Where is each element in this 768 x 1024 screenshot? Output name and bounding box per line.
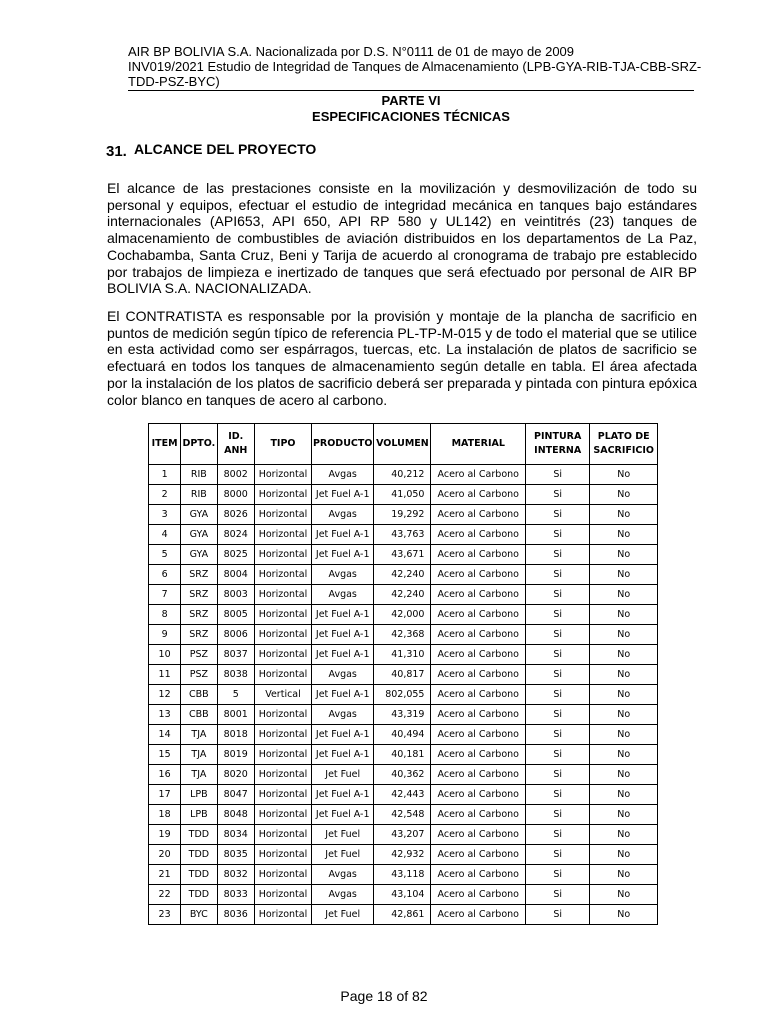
cell-id-anh: 8006: [217, 625, 254, 645]
cell-dpto: SRZ: [181, 625, 217, 645]
cell-plato-sacrificio: No: [590, 685, 658, 705]
cell-producto: Jet Fuel A-1: [312, 785, 374, 805]
cell-plato-sacrificio: No: [590, 805, 658, 825]
cell-material: Acero al Carbono: [431, 665, 526, 685]
cell-item: 10: [149, 645, 181, 665]
cell-tipo: Horizontal: [254, 885, 311, 905]
cell-producto: Avgas: [312, 465, 374, 485]
table-row: [149, 705, 658, 725]
cell-pintura-interna: Si: [526, 545, 590, 565]
cell-volumen: 41,050: [374, 485, 431, 505]
cell-item: 16: [149, 765, 181, 785]
cell-item: 2: [149, 485, 181, 505]
col-header-producto: PRODUCTO: [312, 424, 374, 465]
cell-dpto: TJA: [181, 765, 217, 785]
cell-plato-sacrificio: No: [590, 905, 658, 925]
cell-volumen: 42,932: [374, 845, 431, 865]
cell-producto: Jet Fuel A-1: [312, 625, 374, 645]
cell-producto: Jet Fuel A-1: [312, 745, 374, 765]
cell-id-anh: 8018: [217, 725, 254, 745]
cell-material: Acero al Carbono: [431, 885, 526, 905]
cell-tipo: Vertical: [254, 685, 311, 705]
cell-pintura-interna: Si: [526, 565, 590, 585]
cell-item: 9: [149, 625, 181, 645]
cell-volumen: 42,443: [374, 785, 431, 805]
cell-pintura-interna: Si: [526, 845, 590, 865]
cell-tipo: Horizontal: [254, 705, 311, 725]
cell-plato-sacrificio: No: [590, 885, 658, 905]
cell-producto: Avgas: [312, 565, 374, 585]
cell-id-anh: 8019: [217, 745, 254, 765]
cell-volumen: 40,494: [374, 725, 431, 745]
cell-dpto: PSZ: [181, 665, 217, 685]
page-number: Page 18 of 82: [340, 988, 428, 1004]
cell-pintura-interna: Si: [526, 605, 590, 625]
cell-producto: Avgas: [312, 505, 374, 525]
cell-producto: Jet Fuel A-1: [312, 545, 374, 565]
cell-tipo: Horizontal: [254, 585, 311, 605]
cell-volumen: 42,000: [374, 605, 431, 625]
cell-pintura-interna: Si: [526, 705, 590, 725]
cell-material: Acero al Carbono: [431, 545, 526, 565]
cell-id-anh: 8000: [217, 485, 254, 505]
page-header: [128, 44, 702, 91]
tanks-table: [148, 423, 658, 925]
cell-dpto: TJA: [181, 745, 217, 765]
cell-volumen: 42,240: [374, 585, 431, 605]
cell-plato-sacrificio: No: [590, 605, 658, 625]
cell-material: Acero al Carbono: [431, 565, 526, 585]
table-row: [149, 525, 658, 545]
cell-producto: Jet Fuel A-1: [312, 605, 374, 625]
table-row: [149, 865, 658, 885]
cell-material: Acero al Carbono: [431, 505, 526, 525]
cell-plato-sacrificio: No: [590, 665, 658, 685]
cell-item: 18: [149, 805, 181, 825]
cell-dpto: GYA: [181, 525, 217, 545]
cell-volumen: 40,817: [374, 665, 431, 685]
cell-item: 17: [149, 785, 181, 805]
cell-volumen: 42,548: [374, 805, 431, 825]
cell-item: 13: [149, 705, 181, 725]
cell-dpto: GYA: [181, 545, 217, 565]
cell-dpto: TJA: [181, 725, 217, 745]
cell-pintura-interna: Si: [526, 485, 590, 505]
cell-volumen: 42,368: [374, 625, 431, 645]
cell-tipo: Horizontal: [254, 485, 311, 505]
cell-dpto: RIB: [181, 465, 217, 485]
table-row: [149, 645, 658, 665]
cell-pintura-interna: Si: [526, 465, 590, 485]
cell-tipo: Horizontal: [254, 905, 311, 925]
cell-plato-sacrificio: No: [590, 645, 658, 665]
cell-id-anh: 8020: [217, 765, 254, 785]
cell-dpto: TDD: [181, 885, 217, 905]
paragraph-contractor: El CONTRATISTA es responsable por la provisión y montaje de la plancha de sacrificio en puntos de medición según típico de referencia PL-TP-M-015 y de todo el material que se utilice en esta actividad como ser espárragos, tuercas, etc. La instalación de platos de sacrificio se efectuará en todos los tanques de almacenamiento según detalle en tabla. El área afectada por la instalación de los platos de sacrificio deberá ser preparada y pintada con pintura epóxica color blanco en tanques de acero al carbono.: [107, 308, 697, 408]
cell-tipo: Horizontal: [254, 845, 311, 865]
paragraph-scope: El alcance de las prestaciones consiste en la movilización y desmovilización de todo su personal y equipos, efectuar el estudio de integridad mecánica en tanques bajo estándares internacionales (API653, API 650, API RP 580 y UL142) en veintitrés (23) tanques de almacenamiento de combustibles de aviación distribuidos en los departamentos de La Paz, Cochabamba, Santa Cruz, Beni y Tarija de acuerdo al cronograma de trabajo pre establecido por trabajos de limpieza e inertizado de tanques que será efectuado por personal de AIR BP BOLIVIA S.A. NACIONALIZADA.: [107, 180, 697, 297]
cell-volumen: 43,671: [374, 545, 431, 565]
cell-item: 22: [149, 885, 181, 905]
cell-volumen: 42,861: [374, 905, 431, 925]
cell-producto: Jet Fuel A-1: [312, 685, 374, 705]
cell-plato-sacrificio: No: [590, 525, 658, 545]
cell-pintura-interna: Si: [526, 525, 590, 545]
cell-producto: Avgas: [312, 665, 374, 685]
cell-id-anh: 8002: [217, 465, 254, 485]
cell-dpto: BYC: [181, 905, 217, 925]
cell-material: Acero al Carbono: [431, 485, 526, 505]
table-row: [149, 625, 658, 645]
cell-item: 11: [149, 665, 181, 685]
cell-material: Acero al Carbono: [431, 845, 526, 865]
cell-tipo: Horizontal: [254, 605, 311, 625]
cell-dpto: SRZ: [181, 605, 217, 625]
cell-tipo: Horizontal: [254, 545, 311, 565]
cell-pintura-interna: Si: [526, 745, 590, 765]
cell-material: Acero al Carbono: [431, 865, 526, 885]
col-header-material: MATERIAL: [431, 424, 526, 465]
cell-pintura-interna: Si: [526, 725, 590, 745]
table-row: [149, 885, 658, 905]
cell-pintura-interna: Si: [526, 865, 590, 885]
cell-material: Acero al Carbono: [431, 725, 526, 745]
cell-id-anh: 8003: [217, 585, 254, 605]
cell-dpto: RIB: [181, 485, 217, 505]
cell-item: 3: [149, 505, 181, 525]
cell-dpto: LPB: [181, 805, 217, 825]
cell-producto: Jet Fuel A-1: [312, 725, 374, 745]
table-row: [149, 685, 658, 705]
cell-volumen: 43,319: [374, 705, 431, 725]
cell-volumen: 19,292: [374, 505, 431, 525]
cell-item: 6: [149, 565, 181, 585]
cell-material: Acero al Carbono: [431, 625, 526, 645]
cell-item: 8: [149, 605, 181, 625]
cell-dpto: PSZ: [181, 645, 217, 665]
cell-plato-sacrificio: No: [590, 465, 658, 485]
cell-volumen: 40,362: [374, 765, 431, 785]
cell-pintura-interna: Si: [526, 785, 590, 805]
cell-id-anh: 8036: [217, 905, 254, 925]
cell-producto: Jet Fuel: [312, 825, 374, 845]
section-number: 31.: [106, 143, 127, 160]
cell-material: Acero al Carbono: [431, 465, 526, 485]
cell-dpto: TDD: [181, 865, 217, 885]
cell-tipo: Horizontal: [254, 805, 311, 825]
cell-producto: Avgas: [312, 885, 374, 905]
table-row: [149, 565, 658, 585]
cell-id-anh: 8026: [217, 505, 254, 525]
table-row: [149, 825, 658, 845]
cell-tipo: Horizontal: [254, 645, 311, 665]
table-row: [149, 605, 658, 625]
cell-item: 20: [149, 845, 181, 865]
cell-volumen: 42,240: [374, 565, 431, 585]
cell-tipo: Horizontal: [254, 565, 311, 585]
cell-tipo: Horizontal: [254, 725, 311, 745]
part-subtitle: ESPECIFICACIONES TÉCNICAS: [312, 109, 510, 124]
cell-tipo: Horizontal: [254, 525, 311, 545]
col-header-item: ITEM: [149, 424, 181, 465]
cell-dpto: SRZ: [181, 585, 217, 605]
cell-pintura-interna: Si: [526, 625, 590, 645]
cell-item: 21: [149, 865, 181, 885]
cell-item: 19: [149, 825, 181, 845]
cell-dpto: GYA: [181, 505, 217, 525]
cell-producto: Jet Fuel A-1: [312, 525, 374, 545]
cell-item: 5: [149, 545, 181, 565]
table-row: [149, 505, 658, 525]
cell-plato-sacrificio: No: [590, 625, 658, 645]
cell-material: Acero al Carbono: [431, 645, 526, 665]
cell-plato-sacrificio: No: [590, 505, 658, 525]
cell-material: Acero al Carbono: [431, 805, 526, 825]
cell-dpto: TDD: [181, 845, 217, 865]
cell-producto: Jet Fuel A-1: [312, 645, 374, 665]
cell-plato-sacrificio: No: [590, 585, 658, 605]
table-row: [149, 665, 658, 685]
cell-item: 12: [149, 685, 181, 705]
cell-plato-sacrificio: No: [590, 485, 658, 505]
cell-id-anh: 8005: [217, 605, 254, 625]
cell-tipo: Horizontal: [254, 665, 311, 685]
table-row: [149, 545, 658, 565]
table-row: [149, 785, 658, 805]
cell-tipo: Horizontal: [254, 505, 311, 525]
cell-id-anh: 8001: [217, 705, 254, 725]
cell-material: Acero al Carbono: [431, 785, 526, 805]
cell-producto: Jet Fuel: [312, 845, 374, 865]
cell-pintura-interna: Si: [526, 905, 590, 925]
header-line-2: INV019/2021 Estudio de Integridad de Tanques de Almacenamiento (LPB-GYA-RIB-TJA-CBB-SRZ-: [128, 59, 702, 74]
cell-plato-sacrificio: No: [590, 725, 658, 745]
cell-pintura-interna: Si: [526, 665, 590, 685]
cell-dpto: TDD: [181, 825, 217, 845]
cell-material: Acero al Carbono: [431, 905, 526, 925]
cell-volumen: 40,181: [374, 745, 431, 765]
table-row: [149, 585, 658, 605]
cell-volumen: 43,104: [374, 885, 431, 905]
header-line-3: TDD-PSZ-BYC): [128, 74, 220, 89]
cell-item: 14: [149, 725, 181, 745]
cell-material: Acero al Carbono: [431, 765, 526, 785]
cell-tipo: Horizontal: [254, 465, 311, 485]
cell-id-anh: 8038: [217, 665, 254, 685]
part-title: PARTE VI: [381, 93, 441, 108]
cell-tipo: Horizontal: [254, 765, 311, 785]
cell-volumen: 40,212: [374, 465, 431, 485]
cell-plato-sacrificio: No: [590, 785, 658, 805]
cell-producto: Jet Fuel: [312, 765, 374, 785]
cell-material: Acero al Carbono: [431, 525, 526, 545]
cell-material: Acero al Carbono: [431, 705, 526, 725]
cell-plato-sacrificio: No: [590, 705, 658, 725]
table-row: [149, 805, 658, 825]
cell-material: Acero al Carbono: [431, 685, 526, 705]
cell-producto: Jet Fuel: [312, 905, 374, 925]
cell-pintura-interna: Si: [526, 645, 590, 665]
cell-material: Acero al Carbono: [431, 825, 526, 845]
col-header-pintura-interna: PINTURA INTERNA: [526, 424, 590, 465]
cell-plato-sacrificio: No: [590, 825, 658, 845]
cell-pintura-interna: Si: [526, 805, 590, 825]
cell-pintura-interna: Si: [526, 585, 590, 605]
cell-plato-sacrificio: No: [590, 765, 658, 785]
cell-plato-sacrificio: No: [590, 745, 658, 765]
cell-id-anh: 8035: [217, 845, 254, 865]
cell-dpto: SRZ: [181, 565, 217, 585]
table-row: [149, 765, 658, 785]
cell-id-anh: 8025: [217, 545, 254, 565]
cell-id-anh: 8047: [217, 785, 254, 805]
cell-plato-sacrificio: No: [590, 845, 658, 865]
cell-plato-sacrificio: No: [590, 565, 658, 585]
cell-volumen: 41,310: [374, 645, 431, 665]
cell-producto: Jet Fuel A-1: [312, 805, 374, 825]
cell-item: 4: [149, 525, 181, 545]
table-header-row: [149, 424, 658, 465]
table-row: [149, 485, 658, 505]
cell-pintura-interna: Si: [526, 825, 590, 845]
cell-pintura-interna: Si: [526, 765, 590, 785]
cell-dpto: CBB: [181, 685, 217, 705]
cell-volumen: 43,118: [374, 865, 431, 885]
cell-volumen: 802,055: [374, 685, 431, 705]
col-header-dpto: DPTO.: [181, 424, 217, 465]
cell-tipo: Horizontal: [254, 745, 311, 765]
cell-plato-sacrificio: No: [590, 545, 658, 565]
col-header-tipo: TIPO: [254, 424, 311, 465]
cell-id-anh: 8048: [217, 805, 254, 825]
cell-plato-sacrificio: No: [590, 865, 658, 885]
col-header-id-anh: ID. ANH: [217, 424, 254, 465]
cell-item: 23: [149, 905, 181, 925]
cell-id-anh: 8004: [217, 565, 254, 585]
cell-producto: Jet Fuel A-1: [312, 485, 374, 505]
cell-tipo: Horizontal: [254, 825, 311, 845]
cell-producto: Avgas: [312, 585, 374, 605]
cell-material: Acero al Carbono: [431, 605, 526, 625]
cell-item: 15: [149, 745, 181, 765]
table-row: [149, 845, 658, 865]
table-body: [149, 465, 658, 925]
section-title: ALCANCE DEL PROYECTO: [134, 141, 317, 157]
cell-item: 1: [149, 465, 181, 485]
cell-producto: Avgas: [312, 705, 374, 725]
table-row: [149, 905, 658, 925]
table-row: [149, 745, 658, 765]
table-row: [149, 725, 658, 745]
col-header-volumen: VOLUMEN: [374, 424, 431, 465]
cell-id-anh: 8024: [217, 525, 254, 545]
cell-dpto: CBB: [181, 705, 217, 725]
cell-pintura-interna: Si: [526, 885, 590, 905]
cell-item: 7: [149, 585, 181, 605]
cell-material: Acero al Carbono: [431, 745, 526, 765]
cell-tipo: Horizontal: [254, 625, 311, 645]
cell-id-anh: 5: [217, 685, 254, 705]
cell-material: Acero al Carbono: [431, 585, 526, 605]
cell-producto: Avgas: [312, 865, 374, 885]
table-row: [149, 465, 658, 485]
cell-id-anh: 8033: [217, 885, 254, 905]
cell-id-anh: 8037: [217, 645, 254, 665]
col-header-plato-sacrificio: PLATO DE SACRIFICIO: [590, 424, 658, 465]
cell-id-anh: 8032: [217, 865, 254, 885]
cell-volumen: 43,763: [374, 525, 431, 545]
cell-id-anh: 8034: [217, 825, 254, 845]
header-line-1: AIR BP BOLIVIA S.A. Nacionalizada por D.S. N°0111 de 01 de mayo de 2009: [128, 44, 575, 59]
cell-pintura-interna: Si: [526, 505, 590, 525]
cell-tipo: Horizontal: [254, 785, 311, 805]
cell-volumen: 43,207: [374, 825, 431, 845]
cell-tipo: Horizontal: [254, 865, 311, 885]
cell-dpto: LPB: [181, 785, 217, 805]
cell-pintura-interna: Si: [526, 685, 590, 705]
